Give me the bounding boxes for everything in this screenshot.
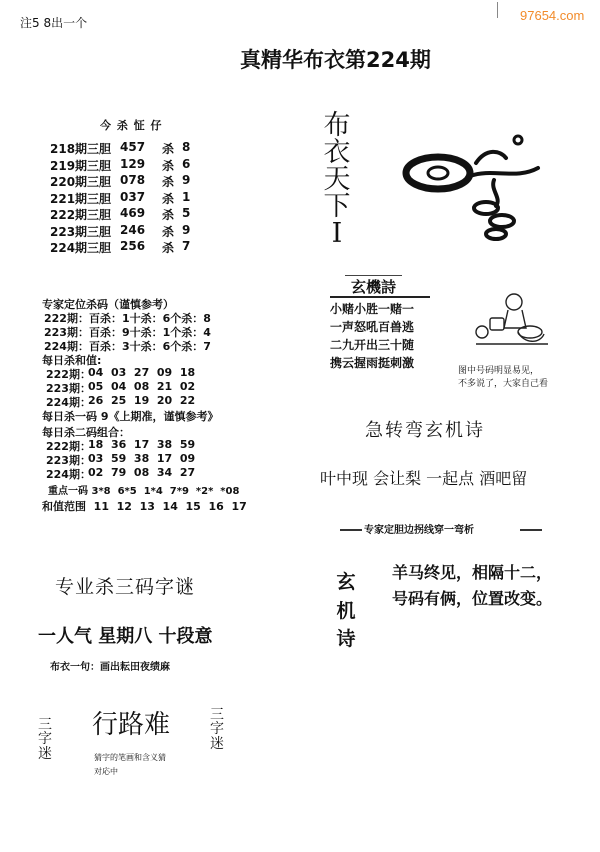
riddle-sub1: 猜字的笔画和含义猜	[94, 753, 166, 762]
riddle-char: 三	[38, 717, 52, 733]
vertical-char: 天	[323, 164, 351, 195]
combo-period: 222期：	[46, 440, 91, 453]
expert-divider-right	[520, 529, 542, 531]
kill-nums: 256	[120, 239, 146, 253]
xuanji-char: 机	[336, 599, 356, 622]
vertical-char: 衣	[323, 137, 351, 168]
riddle-char: 字	[38, 731, 52, 748]
kill-period: 219期三胆	[50, 158, 112, 173]
poem-box	[330, 296, 430, 372]
riddle-sub2: 对応中	[94, 767, 118, 776]
xuanji-char: 诗	[336, 628, 356, 650]
watermark: 97654.com	[520, 8, 585, 23]
kill-value: 6	[182, 156, 191, 171]
sum-title: 每日杀和值:	[42, 354, 102, 367]
xuanji-vertical	[335, 568, 357, 654]
riddle-line: 一人气 星期八 十段意	[38, 626, 213, 647]
urgent-line: 叶中现 会让梨 一起点 酒吧留	[320, 469, 528, 488]
kill-value: 1	[182, 189, 191, 204]
kill-value: 9	[182, 222, 191, 237]
caption-line1: 图中号码明显易见，	[458, 366, 540, 376]
kill-nums: 246	[120, 222, 146, 237]
caption-line2: 不多说了，大家自己看	[458, 379, 549, 389]
poem-line: 二九开出三十随	[330, 338, 415, 352]
xuanji-char: 玄	[336, 571, 356, 593]
scene-sketch-icon	[468, 288, 558, 350]
kill-section-title: 今 杀 怔 仔	[100, 119, 163, 132]
riddle-left-vertical	[36, 718, 54, 761]
poem-line: 小赌小胜一赌一	[330, 302, 415, 316]
top-note: 注5 8出一个	[20, 16, 88, 30]
sum-period: 223期：	[46, 382, 91, 395]
xuanji-line1: 羊马终见，相隔十二，	[392, 563, 553, 582]
riddle-center: 行路难	[92, 710, 171, 740]
kill-period: 221期三胆	[50, 191, 112, 206]
kill-label: 杀	[162, 158, 175, 173]
key-code: 重点一码 3*8 6*5 1*4 7*9 *2* *08	[48, 486, 240, 497]
urgent-title: 急转弯玄机诗	[365, 420, 485, 441]
combo-period: 223期：	[46, 454, 91, 467]
expert-title: 专家定位杀码（谨慎参考）	[42, 298, 174, 311]
riddle-char: 三	[210, 707, 224, 723]
vertical-char: 下	[323, 191, 351, 222]
vertical-char: I	[331, 218, 343, 249]
sum-nums: 04 03 27 09 18	[88, 366, 196, 379]
kill-nums: 129	[120, 156, 146, 171]
expert-row: 224期：百杀：3十杀：6个杀：7	[44, 340, 211, 353]
handdrawn-numbers-icon	[398, 128, 548, 243]
kill-nums: 469	[120, 206, 146, 220]
poem-line: 一声怒吼百兽逃	[330, 320, 415, 334]
kill-value: 7	[182, 239, 191, 253]
kill-value: 5	[182, 206, 191, 220]
riddle-title: 专业杀三码字谜	[55, 576, 196, 598]
vertical-title	[320, 112, 354, 247]
kill-label: 杀	[162, 224, 175, 239]
sum-nums: 26 25 19 20 22	[88, 394, 196, 407]
combo-nums: 02 79 08 34 27	[88, 466, 196, 479]
kill-nums: 037	[120, 189, 146, 204]
daily-kill: 每日杀一码 9《上期准，谨慎参考》	[42, 410, 219, 423]
sum-period: 224期：	[46, 396, 91, 409]
kill-label: 杀	[162, 191, 175, 206]
xuanji-line2: 号码有俩，位置改变。	[392, 589, 553, 608]
kill-nums: 078	[120, 173, 146, 187]
kill-value: 9	[182, 173, 191, 187]
poem-line: 携云握雨挺刺激	[330, 356, 415, 370]
sum-range: 和值范围 11 12 13 14 15 16 17	[42, 500, 247, 513]
expert-line: 专家定胆边拐线穿一弯析	[364, 525, 474, 536]
expert-row: 223期：百杀：9十杀：1个杀：4	[44, 326, 211, 339]
riddle-char: 迷	[210, 735, 224, 752]
sum-period: 222期：	[46, 368, 91, 381]
vertical-char: 布	[323, 110, 351, 141]
kill-label: 杀	[162, 175, 175, 189]
expert-divider-left	[340, 529, 362, 531]
combo-nums: 03 59 38 17 09	[88, 452, 196, 465]
kill-nums: 457	[120, 140, 146, 154]
kill-label: 杀	[162, 142, 175, 156]
combo-period: 224期：	[46, 468, 91, 481]
kill-period: 223期三胆	[50, 224, 112, 239]
buyi-line: 布衣一句：画出耘田夜绩麻	[50, 662, 170, 673]
sum-nums: 05 04 08 21 02	[88, 380, 196, 393]
top-divider	[497, 2, 498, 18]
kill-period: 218期三胆	[50, 142, 112, 156]
kill-period: 220期三胆	[50, 175, 112, 189]
riddle-right-vertical	[208, 708, 226, 751]
combo-title: 每日杀二码组合：	[42, 426, 130, 439]
riddle-char: 迷	[38, 745, 52, 762]
page-title: 真精华布衣第224期	[240, 48, 431, 72]
poem-title: 玄機詩	[345, 275, 402, 298]
kill-value: 8	[182, 140, 191, 154]
expert-row: 222期：百杀：1十杀：6个杀：8	[44, 312, 211, 325]
kill-period: 222期三胆	[50, 208, 112, 222]
kill-label: 杀	[162, 208, 175, 222]
kill-label: 杀	[162, 241, 175, 255]
kill-period: 224期三胆	[50, 241, 112, 255]
riddle-char: 字	[210, 721, 224, 738]
combo-nums: 18 36 17 38 59	[88, 438, 196, 451]
